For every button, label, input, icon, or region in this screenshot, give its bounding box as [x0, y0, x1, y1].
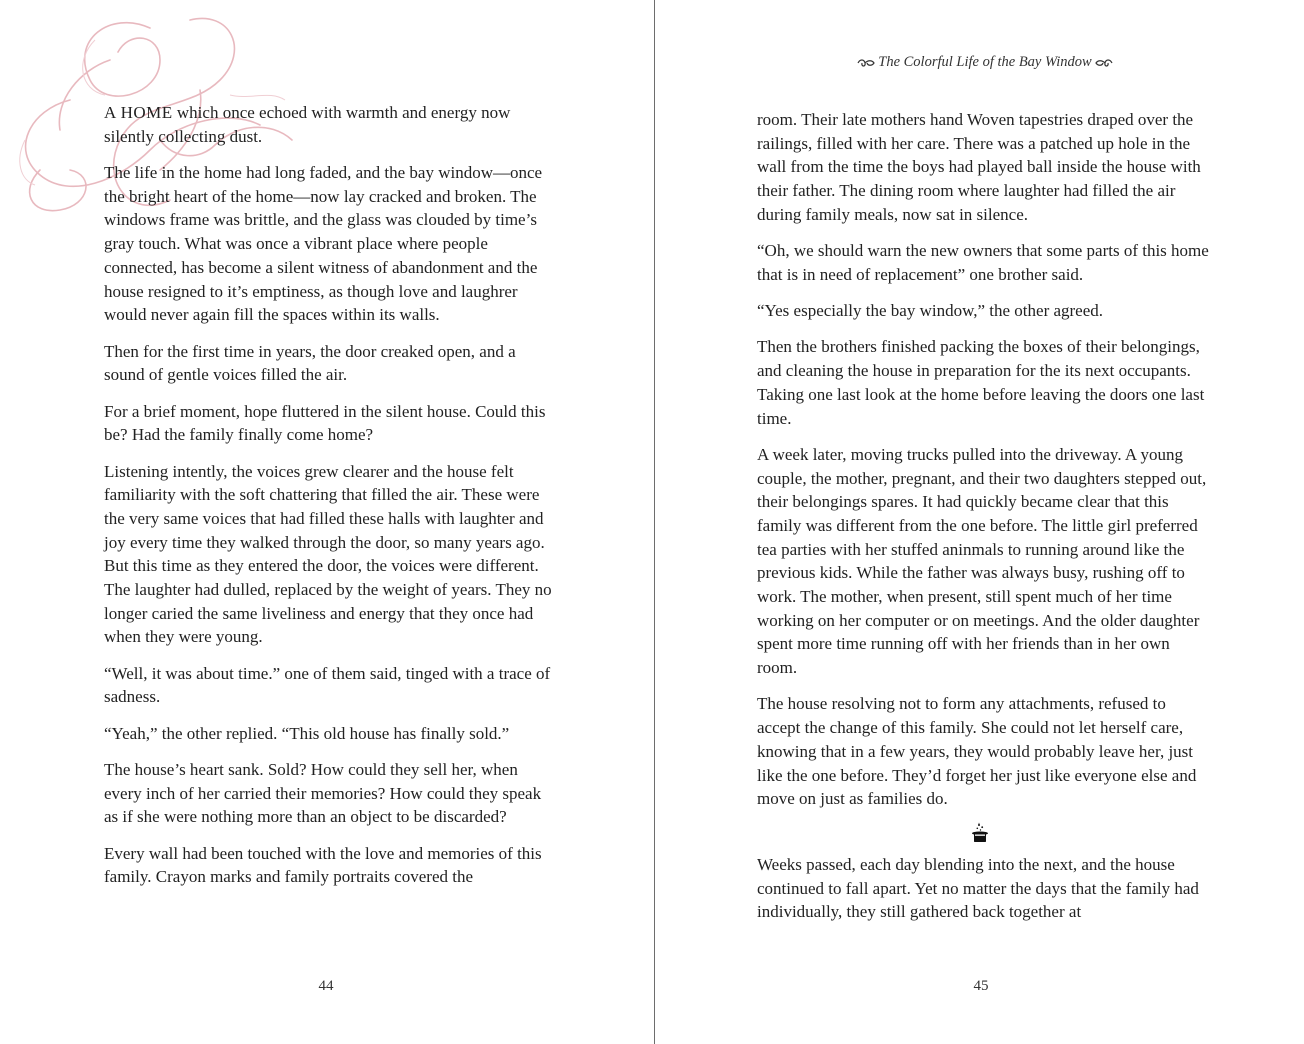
paragraph: A week later, moving trucks pulled into the driveway. A young couple, the mother, pregnant, and their two daughters stepped out, their belongings spares. It had quickly became clear that this family was different from the one before. The little girl preferred tea parties with her stuffed aninmals to running around like the previous kids. While the father was always busy, rushing off to work. The mother, when present, still spent much of her time working on her computer or on meetings. And the older daughter spent more time running off with her friends than in her own room. — [757, 444, 1207, 678]
right-page-text — [757, 108, 1209, 824]
paragraph: room. Their late mothers hand Woven tapestries draped over the railings, filled with her care. There was a patched up hole in the wall from the time the boys had played ball inside the house with their father. The dining room where laughter had filled the air during family meals, now sat in silence. — [757, 110, 1201, 224]
paragraph: Weeks passed, each day blending into the next, and the house continued to fall apart. Yet no matter the days that the family had individually, they still gathered back together at — [757, 855, 1199, 922]
paragraph: “Yes especially the bay window,” the other agreed. — [757, 301, 1104, 321]
running-head-title: The Colorful Life of the Bay Window — [878, 54, 1092, 70]
paragraph: “Oh, we should warn the new owners that some parts of this home that is in need of replacement” one brother said. — [757, 241, 1209, 284]
paragraph: For a brief moment, hope fluttered in the silent house. Could this be? Had the family finally come home? — [104, 401, 546, 445]
paragraph: The life in the home had long faded, and the bay window—once the bright heart of the home—now lay cracked and broken. The windows frame was brittle, and the glass was clouded by time’s gray touch. What was once a vibrant place where people connected, has become a silent witness of abandonment and the house resigned to it’s emptiness, as though love and laughrer would never again fill the spaces within its walls. — [104, 163, 543, 325]
running-head — [845, 54, 1125, 71]
paragraph: Every wall had been touched with the love and memories of this family. Crayon marks and family portraits covered the — [104, 843, 542, 887]
paragraph: Listening intently, the voices grew clearer and the house felt familiarity with the soft chattering that filled the air. These were the very same voices that had filled these halls with laughter and joy every time they walked through the door, so many years ago. But this time as they entered the door, the voices were different. The laughter had dulled, replaced by the weight of years. They no longer caried the same liveliness and energy that they once had when they were young. — [104, 461, 552, 647]
paragraph: Then the brothers finished packing the boxes of their belongings, and cleaning the house in preparation for the its next occupants. Taking one last look at the home before leaving the doors one last time. — [757, 337, 1205, 428]
paragraph: “Yeah,” the other replied. “This old house has finally sold.” — [104, 723, 510, 743]
page-number-right: 45 — [973, 978, 989, 994]
opening-paragraph — [104, 101, 556, 148]
magic-hat-icon — [968, 821, 992, 845]
lead-in: A HOME — [104, 103, 173, 122]
ornament-right-icon — [1095, 58, 1113, 68]
paragraph: Then for the first time in years, the door creaked open, and a sound of gentle voices filled the air. — [104, 341, 516, 385]
paragraph: The house resolving not to form any attachments, refused to accept the change of this family. She could not let herself care, knowing that in a few years, they would probably leave her, just like the one before. They’d forget her just like everyone else and move on just as families do. — [757, 694, 1197, 809]
page-number-left: 44 — [318, 978, 334, 994]
right-page — [655, 0, 1304, 1044]
right-page-text-after-break — [757, 853, 1209, 937]
ornament-left-icon — [857, 58, 875, 68]
left-page-text — [104, 101, 556, 902]
opening-paragraph-text: which once echoed with warmth and energy now silently collecting dust. — [104, 103, 511, 146]
paragraph: The house’s heart sank. Sold? How could they sell her, when every inch of her carried their memories? How could they speak as if she were nothing more than an object to be discarded? — [104, 760, 542, 827]
paragraph: “Well, it was about time.” one of them said, tinged with a trace of sadness. — [104, 663, 551, 707]
